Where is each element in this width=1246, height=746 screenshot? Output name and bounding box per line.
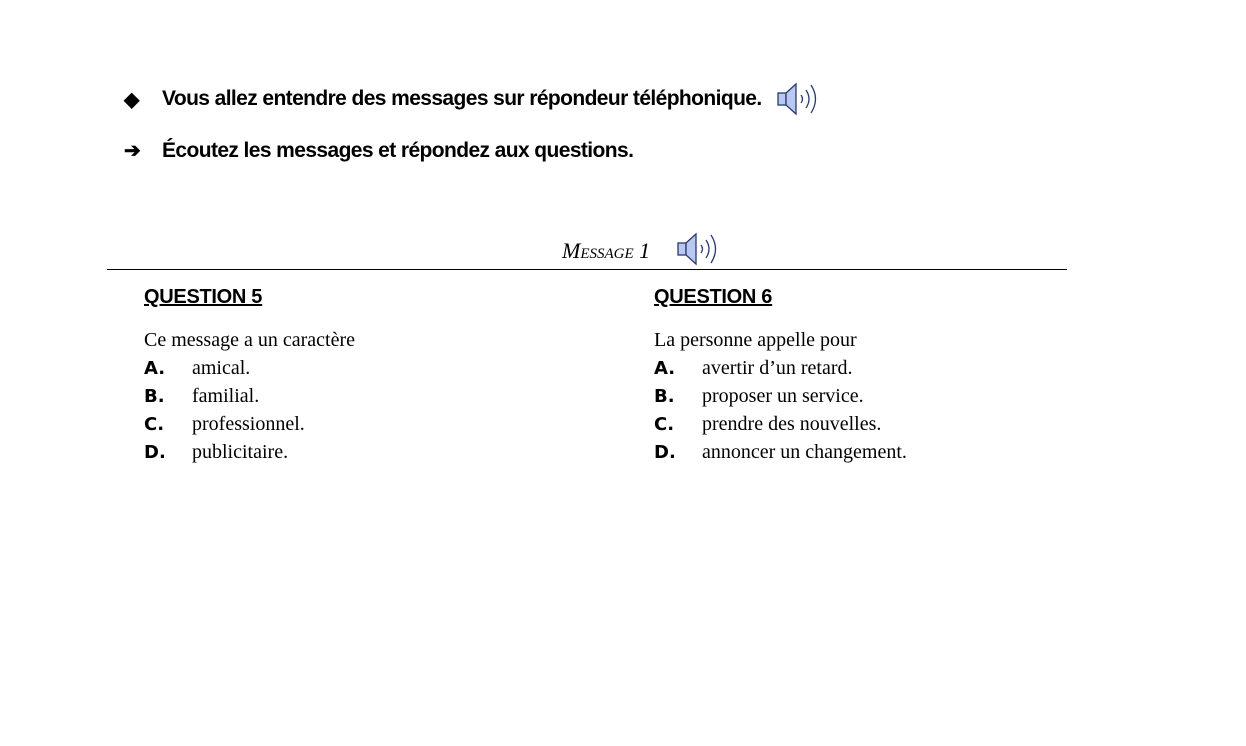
message-header — [562, 230, 722, 268]
option-letter: B. — [654, 386, 675, 407]
question-5 — [144, 286, 584, 469]
answer-option-c[interactable] — [654, 413, 1094, 441]
option-text: avertir d’un retard. — [702, 357, 853, 379]
instruction-answer — [124, 138, 633, 163]
option-letter: B. — [144, 386, 165, 407]
speaker-icon[interactable] — [776, 80, 822, 118]
answer-option-d[interactable] — [654, 441, 1094, 469]
instruction-listen — [124, 80, 822, 118]
option-letter: A. — [654, 358, 676, 379]
divider-line — [107, 269, 1067, 270]
arrow-right-icon: ➔ — [124, 140, 141, 162]
answer-option-c[interactable] — [144, 413, 584, 441]
option-letter: C. — [144, 414, 165, 435]
answer-option-d[interactable] — [144, 441, 584, 469]
question-6 — [654, 286, 1094, 469]
diamond-bullet-icon: ◆ — [124, 88, 139, 111]
answer-option-a[interactable] — [144, 357, 584, 385]
instruction-text: Écoutez les messages et répondez aux questions. — [162, 138, 634, 162]
option-text: annoncer un changement. — [702, 441, 907, 463]
answer-option-b[interactable] — [654, 385, 1094, 413]
option-text: amical. — [192, 357, 251, 379]
answer-option-a[interactable] — [654, 357, 1094, 385]
question-stem: Ce message a un caractère — [144, 329, 355, 351]
option-letter: A. — [144, 358, 166, 379]
question-title: QUESTION 6 — [654, 286, 773, 308]
option-text: publicitaire. — [192, 441, 289, 463]
question-stem: La personne appelle pour — [654, 329, 857, 351]
option-text: professionnel. — [192, 413, 305, 435]
speaker-icon[interactable] — [676, 230, 722, 268]
message-title: Message 1 — [562, 238, 651, 263]
option-letter: D. — [144, 442, 166, 463]
option-letter: D. — [654, 442, 676, 463]
option-letter: C. — [654, 414, 675, 435]
option-text: proposer un service. — [702, 385, 864, 407]
question-title: QUESTION 5 — [144, 286, 263, 308]
instruction-text: Vous allez entendre des messages sur répondeur téléphonique. — [162, 87, 762, 110]
option-text: familial. — [192, 385, 260, 407]
answer-option-b[interactable] — [144, 385, 584, 413]
option-text: prendre des nouvelles. — [702, 413, 882, 435]
